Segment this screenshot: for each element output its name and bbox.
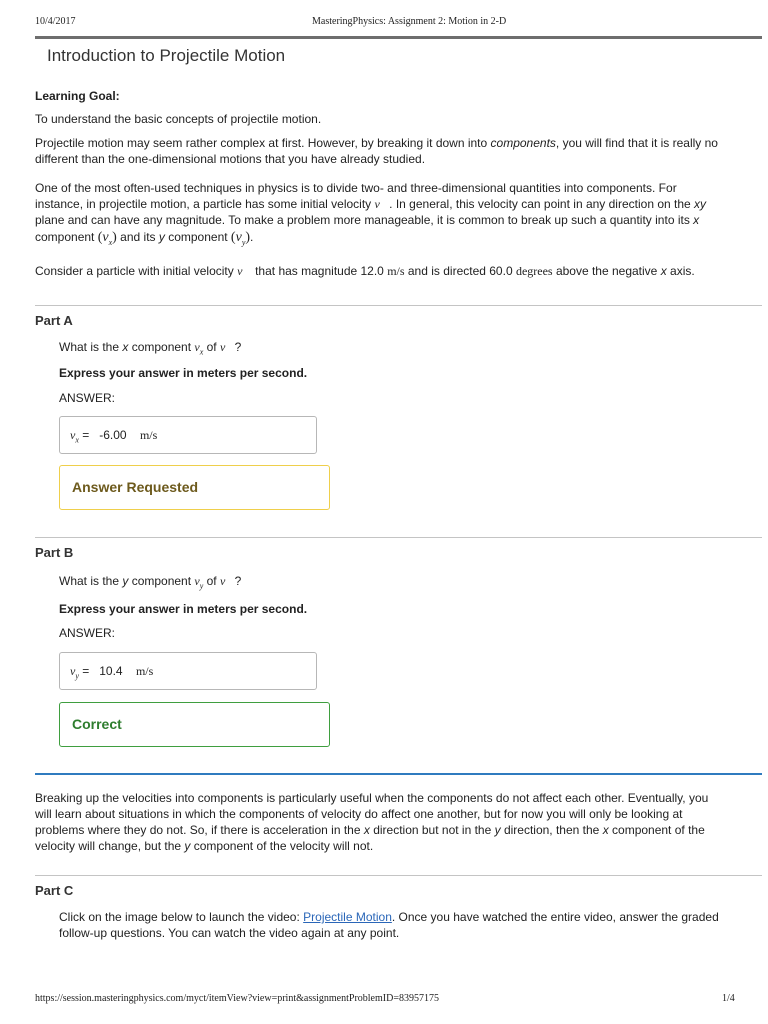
text: axis. [666, 264, 695, 278]
intro-p1-a: Projectile motion may seem rather complex at first. However, by breaking it down into [35, 136, 491, 150]
part-b-heading: Part B [35, 545, 74, 560]
text: ? [234, 340, 242, 354]
middle-line4 [35, 838, 740, 854]
text: x [660, 264, 667, 278]
part-a-question [59, 340, 241, 356]
text: . Once you have watched the entire video, answer the graded [391, 910, 719, 924]
text: y [122, 574, 129, 588]
text: Click on the image below to launch the video: [59, 910, 304, 924]
velocity-vector-symbol: v⃗ [374, 197, 390, 211]
text: component [164, 230, 231, 244]
text: component [128, 340, 195, 354]
velocity-vector-symbol: v⃗ [237, 264, 252, 278]
text: of [203, 574, 220, 588]
header-rule [35, 36, 762, 39]
page-number: 1/4 [722, 993, 735, 1004]
middle-line1: Breaking up the velocities into components is particularly useful when the components do not affect each other. Eventually, you [35, 791, 709, 805]
vy-symbol: $(v_y)$ [230, 230, 251, 247]
text: Consider a particle with initial velocity [35, 264, 238, 278]
text: plane and can have any magnitude. To make a problem more manageable, it is common to break up such a quantity into its [35, 213, 694, 227]
part-a-divider [35, 305, 762, 306]
text: velocity will change, but the [35, 839, 185, 853]
middle-line3 [35, 822, 740, 838]
part-b-divider [35, 537, 762, 538]
intro-p2-line2 [35, 196, 740, 212]
part-c-line1 [59, 909, 749, 925]
part-c-heading: Part C [35, 883, 74, 898]
text: component [35, 230, 98, 244]
text: and is directed 60.0 [404, 264, 516, 278]
velocity-vector-symbol: v⃗ [219, 574, 235, 588]
intro-p1-b: , you will find that it is really no different than the one-dimensional motions that you have already studied. [35, 136, 718, 166]
learning-goal-heading: Learning Goal: [35, 89, 120, 103]
text: x [122, 340, 129, 354]
text: of [203, 340, 220, 354]
section-divider [35, 773, 762, 775]
text: above the negative [552, 264, 661, 278]
part-c-line2: follow-up questions. You can watch the video again at any point. [59, 926, 400, 940]
unit-mps: m/s [387, 264, 405, 278]
text: xy [694, 197, 707, 211]
intro-p2-line4: component $(v_x)$ and its y component $(v_y)$. [35, 230, 254, 247]
part-a-answer-box[interactable] [59, 416, 317, 454]
intro-p2-line1: One of the most often-used techniques in physics is to divide two- and three-dimensional quantities into components. For [35, 181, 677, 195]
text: component of the [608, 823, 705, 837]
text: direction, then the [500, 823, 603, 837]
part-b-instruction: Express your answer in meters per second. [59, 602, 308, 616]
velocity-vector-symbol: v⃗ [219, 340, 235, 354]
part-a-answer-value: -6.00 [99, 428, 127, 442]
part-b-question [59, 574, 241, 590]
part-b-answer-box[interactable] [59, 652, 317, 690]
text: y [494, 823, 501, 837]
page-title: Introduction to Projectile Motion [47, 46, 286, 65]
part-a-answer-unit: m/s [139, 428, 158, 442]
text: x [363, 823, 370, 837]
part-c-divider [35, 875, 762, 876]
vx-symbol: $(v_x)$ [97, 230, 117, 247]
part-a-feedback: Answer Requested [59, 465, 330, 510]
text: problems where they do not. So, if there is acceleration in the [35, 823, 364, 837]
unit-degrees: degrees [515, 264, 553, 278]
print-date: 10/4/2017 [35, 16, 76, 27]
vy-symbol: $v_y$ [194, 574, 204, 591]
part-a-answer-label: ANSWER: [59, 391, 116, 405]
text: and its [116, 230, 159, 244]
text: that has magnitude 12.0 [251, 264, 388, 278]
text: y [158, 230, 165, 244]
part-b-answer-label: ANSWER: [59, 626, 116, 640]
text: x [602, 823, 609, 837]
part-b-answer-value: 10.4 [99, 664, 123, 678]
intro-p1-em: components [490, 136, 556, 150]
intro-paragraph-1 [35, 135, 740, 167]
text: component [128, 574, 195, 588]
text: y [184, 839, 191, 853]
text: component of the velocity will not. [190, 839, 374, 853]
part-a-heading: Part A [35, 313, 73, 328]
text: What is the [59, 340, 123, 354]
part-a-answer-content: $v_x = -6.00$ m/s [70, 428, 158, 445]
part-c-text [59, 909, 749, 941]
vy-symbol: $v_y$ [70, 664, 79, 681]
vx-symbol: $v_x$ [194, 340, 204, 357]
text: direction but not in the [369, 823, 495, 837]
footer-url: https://session.masteringphysics.com/myct/itemView?view=print&assignmentProblemID=83957175 [35, 993, 439, 1004]
learning-goal-text: To understand the basic concepts of projectile motion. [35, 112, 322, 126]
intro-p2-line3 [35, 212, 740, 228]
text: What is the [59, 574, 123, 588]
part-b-answer-unit: m/s [135, 664, 154, 678]
intro-paragraph-3 [35, 263, 740, 279]
intro-paragraph-2 [35, 180, 740, 252]
part-b-feedback: Correct [59, 702, 330, 747]
projectile-motion-video-link[interactable]: Projectile Motion [303, 910, 392, 924]
vx-symbol: $v_x$ [70, 428, 79, 445]
part-a-instruction: Express your answer in meters per second. [59, 366, 308, 380]
text: . In general, this velocity can point in any direction on the [389, 197, 695, 211]
text: x [693, 213, 700, 227]
middle-line2: will learn about situations in which the components of velocity do affect one another, but for now you will only be looking at [35, 807, 683, 821]
text: ? [234, 574, 242, 588]
document-title: MasteringPhysics: Assignment 2: Motion in 2-D [312, 16, 507, 27]
part-b-answer-content: $v_y = 10.4$ m/s [70, 664, 154, 681]
text: instance, in projectile motion, a particle has some initial velocity [35, 197, 375, 211]
middle-paragraph [35, 790, 740, 854]
